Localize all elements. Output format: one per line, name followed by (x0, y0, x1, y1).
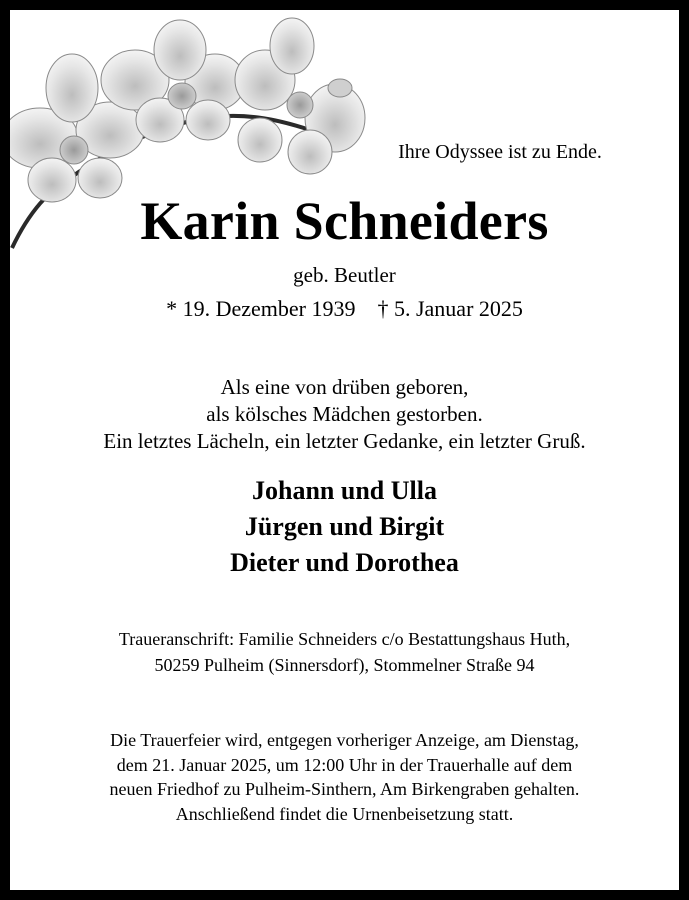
death-date: † 5. Januar 2025 (377, 296, 523, 321)
mourner-name: Jürgen und Birgit (244, 512, 445, 541)
funeral-line: dem 21. Januar 2025, um 12:00 Uhr in der Trauerhalle auf dem (116, 754, 573, 775)
mourners-list (10, 473, 679, 581)
verse-line: als kölsches Mädchen gestorben. (206, 402, 483, 426)
verse-line: Als eine von drüben geboren, (220, 375, 469, 399)
life-dates (10, 296, 679, 322)
funeral-line: neuen Friedhof zu Pulheim-Sinthern, Am Birkengraben gehalten. (109, 779, 580, 799)
funeral-line: Anschließend findet die Urnenbeisetzung statt. (175, 803, 514, 824)
motto: Ihre Odyssee ist zu Ende. (398, 141, 602, 163)
address-line: Traueranschrift: Familie Schneiders c/o Bestattungshaus Huth, (118, 629, 571, 649)
address-line: 50259 Pulheim (Sinnersdorf), Stommelner Straße 94 (154, 655, 535, 675)
funeral-notice (10, 728, 679, 826)
obituary-card (10, 10, 679, 890)
funeral-line: Die Trauerfeier wird, entgegen vorheriger Anzeige, am Dienstag, (110, 730, 579, 750)
deceased-name: Karin Schneiders (140, 191, 549, 251)
birth-name: geb. Beutler (293, 263, 396, 287)
mourner-name: Dieter und Dorothea (230, 548, 459, 577)
mourner-name: Johann und Ulla (252, 476, 437, 505)
mourning-address (10, 626, 679, 678)
birth-date: * 19. Dezember 1939 (166, 296, 356, 321)
verse-line: Ein letztes Lächeln, ein letzter Gedanke, ein letzter Gruß. (103, 429, 586, 453)
memorial-verse (10, 374, 679, 455)
